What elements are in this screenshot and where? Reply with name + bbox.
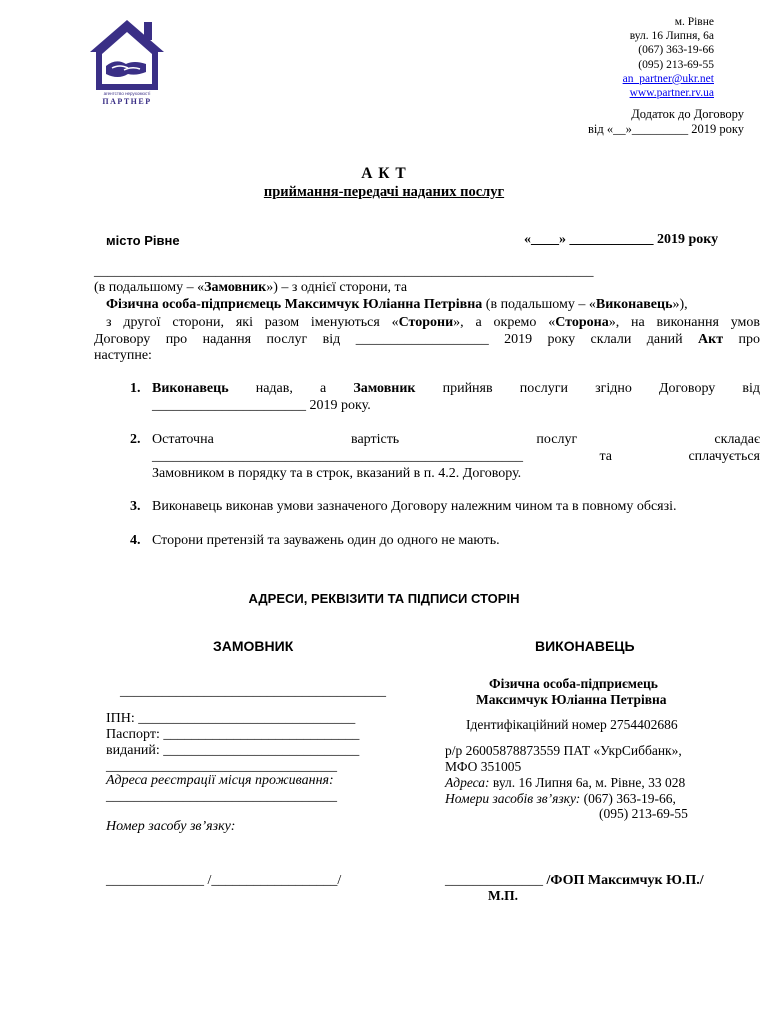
contractor-address: Адреса: вул. 16 Липня 6а, м. Рівне, 33 028	[445, 775, 686, 790]
customer-ipn: ІПН: _______________________________	[106, 711, 356, 726]
intro-line-1: (в подальшому – «Замовник») – з однієї сторони, та	[94, 280, 408, 295]
contact-email-link[interactable]: an_partner@ukr.net	[622, 72, 714, 85]
customer-name-line: ______________________________________	[120, 684, 386, 699]
contractor-phones: Номери засобів зв’язку: (067) 363-19-66,	[445, 791, 676, 806]
item-2-number: 2.	[130, 432, 141, 447]
place-date: «____» ____________ 2019 року	[524, 232, 719, 247]
contractor-heading: ВИКОНАВЕЦЬ	[535, 638, 635, 654]
contractor-mfo: МФО 351005	[445, 759, 522, 774]
item-4-number: 4.	[130, 533, 141, 548]
addendum-line-1: Додаток до Договору	[631, 107, 744, 121]
addendum-line-2: від «__»_________ 2019 року	[587, 122, 744, 136]
item-2-line-1: Остаточна вартість послуг складає	[152, 432, 760, 447]
customer-issued-line-2: _________________________________	[106, 759, 337, 774]
customer-address-line: _________________________________	[106, 789, 337, 804]
addendum-note	[588, 107, 744, 137]
contact-city: м. Рівне	[674, 16, 714, 28]
document-subtitle: приймання-передачі наданих послуг	[263, 184, 505, 200]
intro-line-2: Фізична особа-підприємець Максимчук Юліанна Петрівна (в подальшому – «Виконавець»),	[106, 297, 688, 312]
contractor-signature: ______________ /ФОП Максимчук Ю.П./	[445, 873, 704, 888]
stamp-label: М.П.	[488, 888, 518, 903]
item-3-text: Виконавець виконав умови зазначеного Договору належним чином та в повному обсязі.	[152, 499, 677, 514]
customer-issued: виданий: ____________________________	[106, 743, 360, 758]
contractor-account: р/р 26005878873559 ПАТ «УкрСиббанк»,	[445, 743, 682, 758]
logo-caption-small: агентство нерухомості	[103, 91, 151, 96]
item-4-text: Сторони претензій та зауважень один до одного не мають.	[152, 533, 500, 548]
intro-line-5: наступне:	[94, 348, 152, 363]
customer-signature-line: ______________ /__________________/	[106, 873, 342, 888]
item-1-line-2: ______________________ 2019 року.	[152, 398, 371, 413]
partner-logo	[88, 14, 166, 106]
place-city: місто Рівне	[106, 233, 180, 248]
customer-address-label: Адреса реєстрації місця проживання:	[106, 773, 334, 788]
item-1-line-1: Виконавець надав, а Замовник прийняв послуги згідно Договору від	[152, 381, 760, 396]
contractor-name-1: Фізична особа-підприємець	[489, 676, 658, 691]
item-2-line-2: _____________________________________________________ та сплачується	[152, 449, 760, 464]
item-3-number: 3.	[130, 499, 141, 514]
intro-line-3: з другої сторони, які разом іменуються «Сторони», а окремо «Сторона», на виконання умов	[106, 315, 760, 330]
customer-passport: Паспорт: ____________________________	[106, 727, 360, 742]
item-1-number: 1.	[130, 381, 141, 396]
customer-heading: ЗАМОВНИК	[213, 638, 294, 654]
contact-site-link[interactable]: www.partner.rv.ua	[629, 87, 714, 100]
logo-caption: ПАРТНЕР	[102, 97, 152, 106]
customer-contact-label: Номер засобу зв’язку:	[106, 819, 236, 834]
contractor-phones-2: (095) 213-69-55	[599, 806, 688, 821]
document-title: А К Т	[361, 165, 407, 182]
contractor-id: Ідентифікаційний номер 2754402686	[466, 717, 678, 732]
contractor-name-2: Максимчук Юліанна Петрівна	[476, 692, 667, 707]
contacts-block	[623, 15, 714, 100]
section-title: АДРЕСИ, РЕКВІЗИТИ ТА ПІДПИСИ СТОРІН	[248, 591, 520, 606]
customer-name-blank: __________________________________________________________________________	[94, 263, 594, 278]
item-2-line-3: Замовником в порядку та в строк, вказаний в п. 4.2. Договору.	[152, 466, 522, 481]
contact-phone-1: (067) 363-19-66	[638, 44, 714, 57]
contact-phone-2: (095) 213-69-55	[638, 58, 714, 71]
contact-street: вул. 16 Липня, 6а	[629, 30, 714, 43]
intro-line-4: Договору про надання послуг від ___________________ 2019 року склали даний Акт про	[94, 332, 761, 347]
